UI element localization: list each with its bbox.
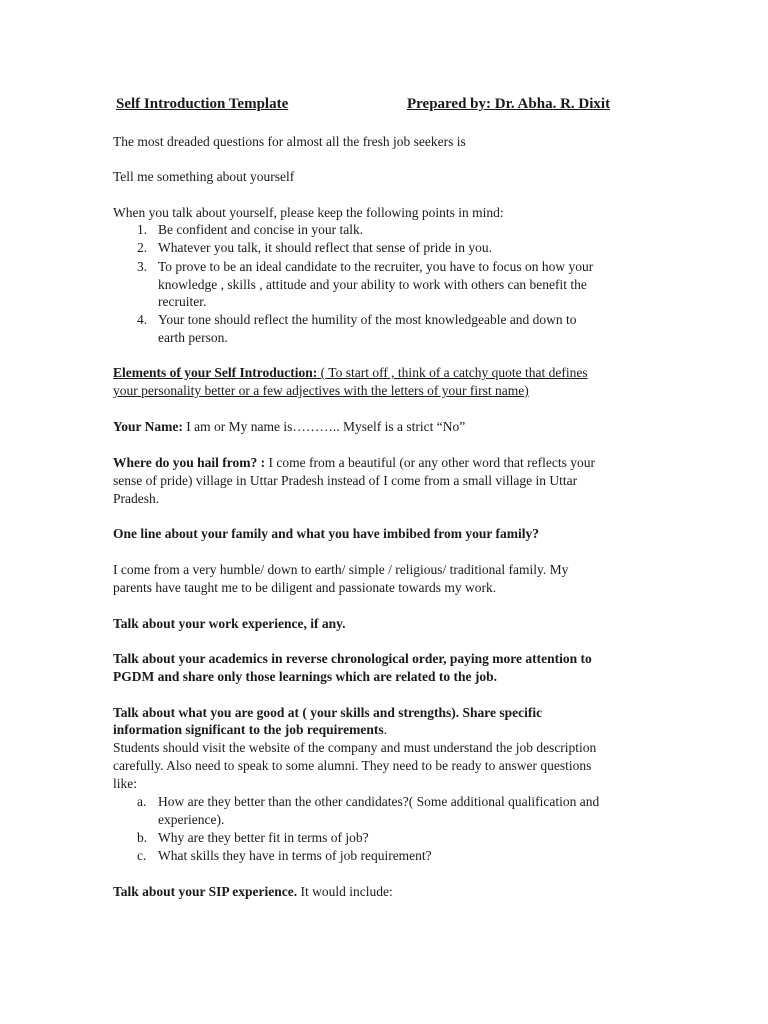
your-name-text: I am or My name is……….. Myself is a strict “No”	[182, 419, 466, 434]
sip-label: Talk about your SIP experience.	[113, 884, 298, 899]
academics-line-1: Talk about your academics in reverse chronological order, paying more attention to	[113, 651, 592, 666]
skills-body-2: carefully. Also need to speak to some alumni. They need to be ready to answer questions	[113, 758, 592, 773]
intro-line-2: Tell me something about yourself	[113, 169, 295, 184]
prepared-by: Prepared by: Dr. Abha. R. Dixit	[407, 96, 611, 112]
list-item-continued: earth person.	[158, 330, 228, 345]
list-letter: b.	[137, 830, 148, 845]
list-number: 1.	[137, 222, 148, 237]
hail-line-1	[113, 454, 595, 471]
skills-body-1: Students should visit the website of the company and must understand the job description	[113, 740, 597, 755]
family-heading: One line about your family and what you have imbibed from your family?	[113, 526, 540, 541]
sip-text: It would include:	[297, 884, 393, 899]
intro-line-3: When you talk about yourself, please keep the following points in mind:	[113, 205, 504, 220]
list-number: 2.	[137, 240, 148, 255]
document-title: Self Introduction Template	[116, 96, 289, 112]
list-item: Be confident and concise in your talk.	[158, 222, 364, 237]
intro-line-1: The most dreaded questions for almost all the fresh job seekers is	[113, 134, 466, 149]
skills-body-3: like:	[113, 776, 137, 791]
family-line-1: I come from a very humble/ down to earth/ simple / religious/ traditional family. My	[113, 562, 569, 577]
list-item: How are they better than the other candidates?( Some additional qualification and	[158, 794, 600, 809]
list-item: To prove to be an ideal candidate to the recruiter, you have to focus on how your	[158, 259, 594, 274]
list-item-continued: knowledge , skills , attitude and your ability to work with others can benefit the	[158, 277, 587, 292]
skills-line-2-period: .	[383, 722, 387, 737]
your-name-label: Your Name:	[113, 419, 183, 434]
list-number: 3.	[137, 259, 148, 274]
skills-line-1: Talk about what you are good at ( your skills and strengths). Share specific	[113, 705, 543, 720]
sip-line	[113, 883, 393, 900]
list-number: 4.	[137, 312, 148, 327]
family-line-2: parents have taught me to be diligent and passionate towards my work.	[113, 580, 497, 595]
list-item: What skills they have in terms of job requirement?	[158, 848, 432, 863]
hail-label: Where do you hail from? :	[113, 455, 266, 470]
list-item: Whatever you talk, it should reflect that sense of pride in you.	[158, 240, 493, 255]
skills-line-2-text: information significant to the job requirements	[113, 722, 384, 737]
academics-line-2: PGDM and share only those learnings which are related to the job.	[113, 669, 497, 684]
elements-note: ( To start off , think of a catchy quote that defines	[317, 365, 588, 380]
hail-line-2: sense of pride) village in Uttar Pradesh instead of I come from a small village in Uttar	[113, 473, 578, 488]
list-item: Your tone should reflect the humility of the most knowledgeable and down to	[158, 312, 577, 327]
list-item-continued: experience).	[158, 812, 225, 827]
list-letter: a.	[137, 794, 147, 809]
elements-line-2: your personality better or a few adjectives with the letters of your first name)	[113, 383, 529, 398]
elements-heading: Elements of your Self Introduction:	[113, 365, 318, 380]
list-item: Why are they better fit in terms of job?	[158, 830, 369, 845]
list-item-continued: recruiter.	[158, 294, 207, 309]
list-letter: c.	[137, 848, 147, 863]
work-heading: Talk about your work experience, if any.	[113, 616, 346, 631]
your-name-line	[113, 418, 465, 435]
skills-line-2	[113, 721, 387, 738]
hail-text: I come from a beautiful (or any other word that reflects your	[265, 455, 596, 470]
elements-line-1	[113, 364, 588, 381]
hail-line-3: Pradesh.	[113, 491, 160, 506]
